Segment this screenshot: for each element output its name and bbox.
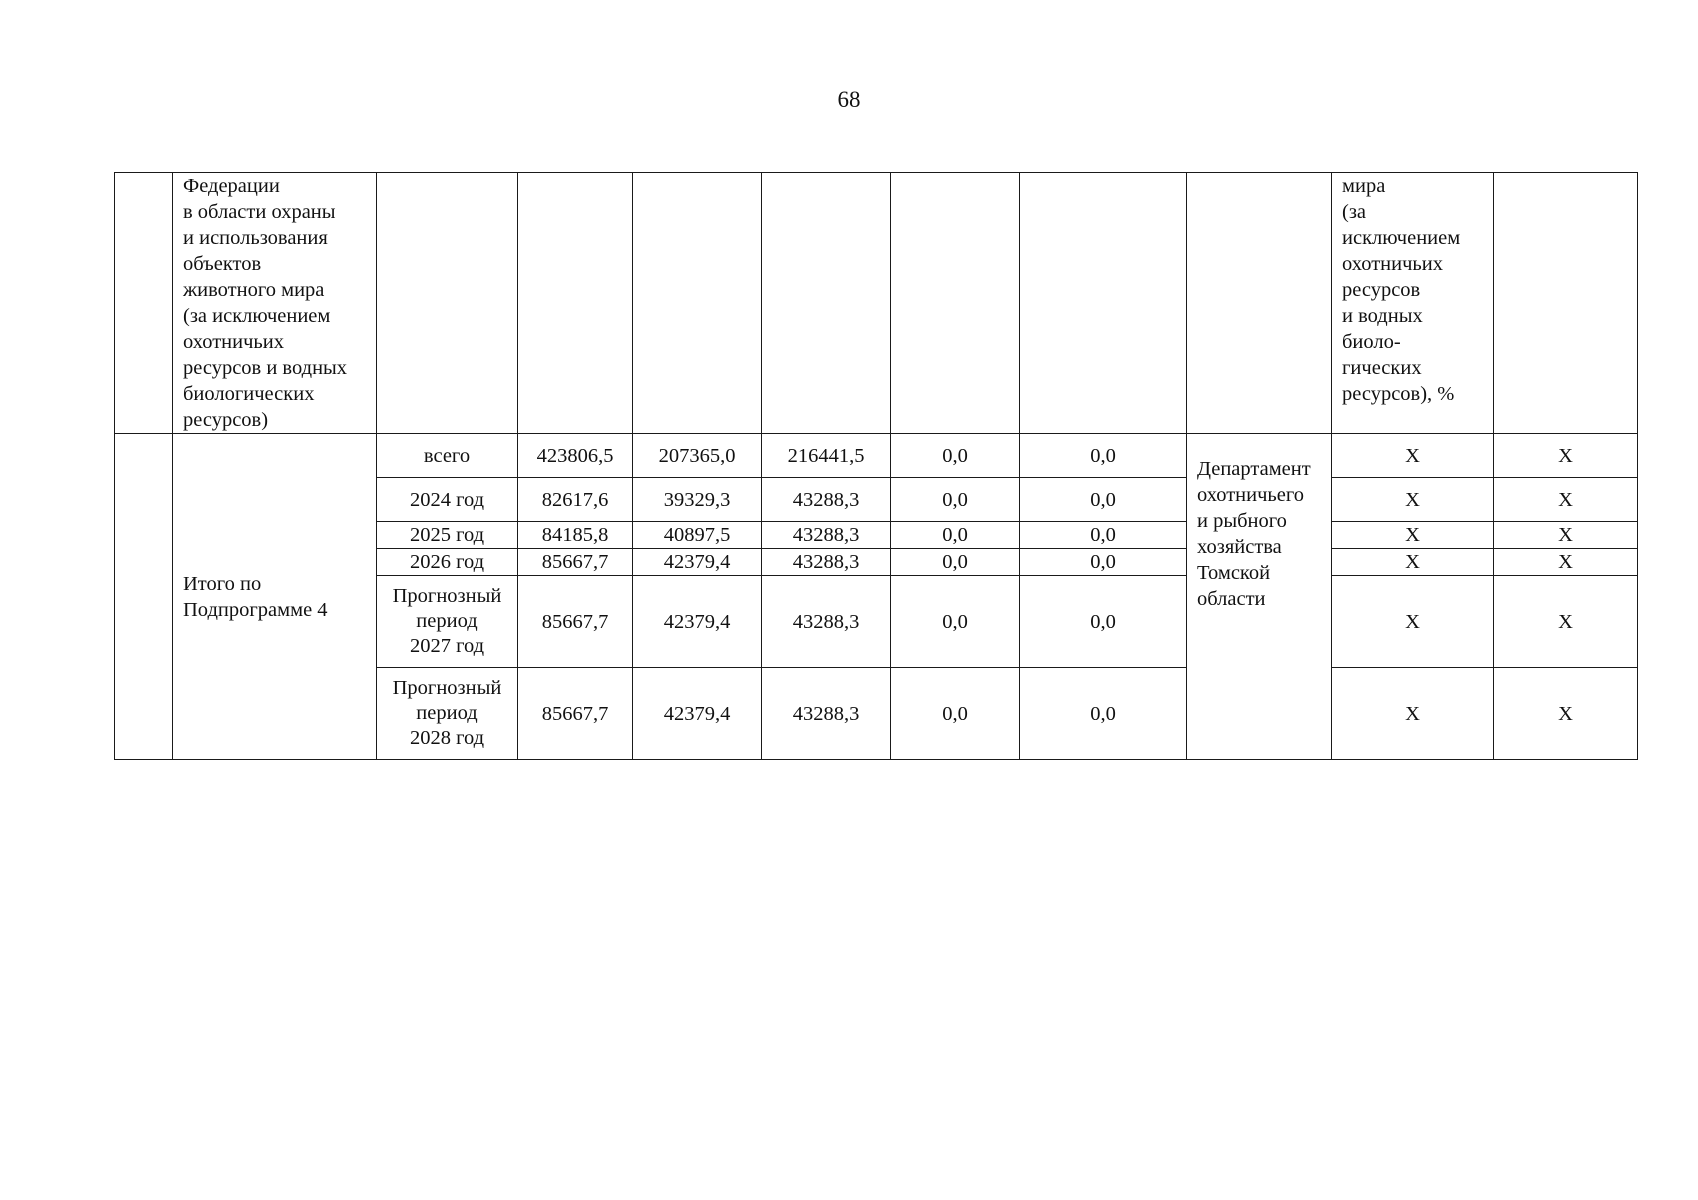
- indicator-a-cell: Х: [1332, 668, 1494, 760]
- other-cell: 0,0: [1020, 576, 1187, 668]
- other-cell: 0,0: [1020, 478, 1187, 522]
- indicator-b-cell: Х: [1494, 522, 1638, 549]
- indicator-a-cell: Х: [1332, 576, 1494, 668]
- empty-cell: [377, 173, 518, 434]
- federal-cell: 42379,4: [633, 549, 762, 576]
- period-cell: всего: [377, 434, 518, 478]
- empty-cell: [1187, 173, 1332, 434]
- table-row-continued: [115, 173, 1638, 434]
- federal-cell: 40897,5: [633, 522, 762, 549]
- local-cell: 0,0: [891, 522, 1020, 549]
- regional-cell: 43288,3: [762, 576, 891, 668]
- period-cell: 2025 год: [377, 522, 518, 549]
- summary-title-cell: Итого по Подпрограмме 4: [173, 434, 377, 760]
- total-cell: 84185,8: [518, 522, 633, 549]
- other-cell: 0,0: [1020, 549, 1187, 576]
- period-cell: Прогнозный период 2028 год: [377, 668, 518, 760]
- indicator-a-cell: Х: [1332, 478, 1494, 522]
- other-cell: 0,0: [1020, 522, 1187, 549]
- regional-cell: 216441,5: [762, 434, 891, 478]
- total-cell: 85667,7: [518, 576, 633, 668]
- empty-cell: [633, 173, 762, 434]
- total-cell: 423806,5: [518, 434, 633, 478]
- local-cell: 0,0: [891, 478, 1020, 522]
- empty-cell: [518, 173, 633, 434]
- local-cell: 0,0: [891, 549, 1020, 576]
- indicator-b-cell: Х: [1494, 576, 1638, 668]
- empty-cell: [1020, 173, 1187, 434]
- local-cell: 0,0: [891, 434, 1020, 478]
- regional-cell: 43288,3: [762, 478, 891, 522]
- total-cell: 82617,6: [518, 478, 633, 522]
- indicator-a-cell: Х: [1332, 522, 1494, 549]
- other-cell: 0,0: [1020, 668, 1187, 760]
- period-cell: Прогнозный период 2027 год: [377, 576, 518, 668]
- local-cell: 0,0: [891, 576, 1020, 668]
- regional-cell: 43288,3: [762, 522, 891, 549]
- indicator-b-cell: Х: [1494, 478, 1638, 522]
- federal-cell: 207365,0: [633, 434, 762, 478]
- table-row: [115, 434, 1638, 478]
- other-cell: 0,0: [1020, 434, 1187, 478]
- indicator-b-cell: Х: [1494, 668, 1638, 760]
- federal-cell: 42379,4: [633, 668, 762, 760]
- period-cell: 2024 год: [377, 478, 518, 522]
- empty-cell: [762, 173, 891, 434]
- department-cell: Департамент охотничьего и рыбного хозяйства Томской области: [1187, 434, 1332, 760]
- indicator-b-cell: Х: [1494, 549, 1638, 576]
- federal-cell: 42379,4: [633, 576, 762, 668]
- regional-cell: 43288,3: [762, 549, 891, 576]
- page-number: 68: [837, 87, 861, 112]
- period-cell: 2026 год: [377, 549, 518, 576]
- continued-indicator-cell: мира (за исключением охотничьих ресурсов и водных биоло- гических ресурсов), %: [1332, 173, 1494, 434]
- indicator-b-cell: Х: [1494, 434, 1638, 478]
- empty-cell: [891, 173, 1020, 434]
- total-cell: 85667,7: [518, 668, 633, 760]
- number-cell: [115, 173, 173, 434]
- indicator-a-cell: Х: [1332, 434, 1494, 478]
- number-cell: [115, 434, 173, 760]
- continued-name-cell: Федерации в области охраны и использования объектов животного мира (за исключением охотничьих ресурсов и водных биологических ресурсов): [173, 173, 377, 434]
- local-cell: 0,0: [891, 668, 1020, 760]
- regional-cell: 43288,3: [762, 668, 891, 760]
- federal-cell: 39329,3: [633, 478, 762, 522]
- total-cell: 85667,7: [518, 549, 633, 576]
- indicator-a-cell: Х: [1332, 549, 1494, 576]
- empty-cell: [1494, 173, 1638, 434]
- budget-table: [114, 172, 1638, 760]
